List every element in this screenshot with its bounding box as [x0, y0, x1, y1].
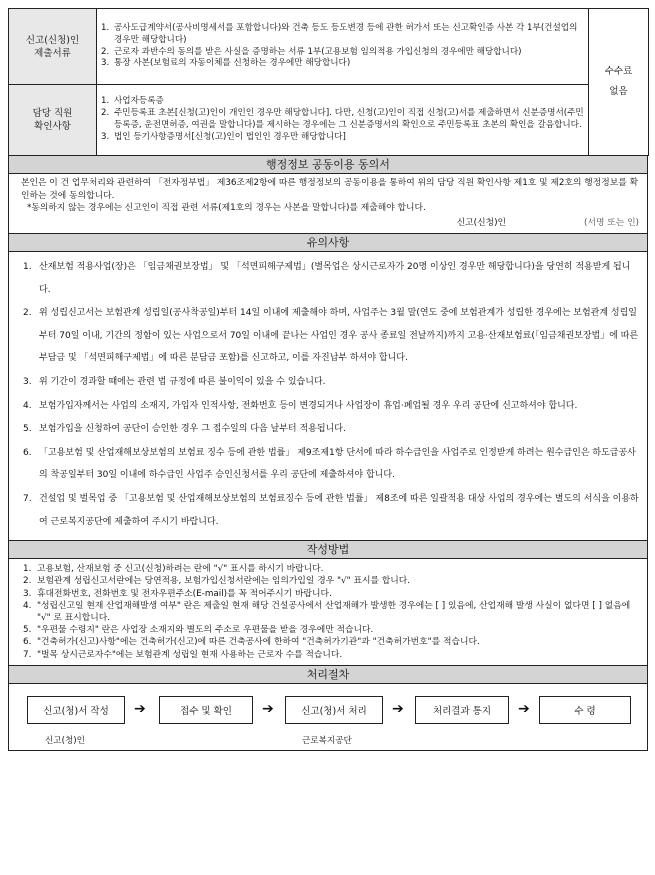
list-item	[23, 600, 639, 624]
signer-label: 신고(신청)인	[456, 217, 507, 228]
item-number: 6.	[23, 637, 32, 648]
item-number: 1.	[23, 262, 32, 272]
method-title: 작성방법	[8, 541, 648, 559]
item-number: 1.	[23, 564, 32, 575]
process-step-2: 접수 및 확인	[159, 696, 253, 724]
agreement-body: 본인은 이 건 업무처리와 관련하여 「전자정부법」 제36조제2항에 따른 행정정보의 공동이용을 통하여 위의 담당 직원 확인사항 제1호 및 제2호의 행정정보를 확인하는 것에 동의합니다.	[21, 178, 639, 201]
list-item	[23, 256, 639, 301]
sign-hint: (서명 또는 인)	[584, 217, 639, 228]
item-number: 4.	[23, 400, 32, 411]
fee-cell	[589, 9, 649, 156]
item-number: 2.	[23, 576, 32, 587]
item-text: 보험가입을 신청하여 공단이 승인한 경우 그 접수일의 다음 날부터 적용됩니다.	[39, 424, 346, 435]
list-item	[101, 132, 584, 144]
list-item	[23, 395, 639, 418]
agreement-note: *동의하지 않는 경우에는 신고인이 직접 관련 서류(제1호의 경우는 사본을 말합니다)를 제출해야 합니다.	[27, 203, 426, 213]
item-number: 1.	[101, 96, 110, 107]
actor-agency: 근로복지공단	[302, 735, 352, 746]
actor-applicant: 신고(청)인	[45, 735, 85, 746]
item-number: 3.	[23, 588, 32, 599]
list-item	[23, 418, 639, 441]
process-step-3: 신고(청)서 처리	[285, 696, 383, 724]
list-item	[23, 563, 639, 575]
arrow-icon: ➔	[262, 700, 274, 717]
list-item	[101, 58, 584, 70]
item-number: 3.	[101, 58, 110, 69]
item-text: 주민등록표 초본[신청(고)인이 개인인 경우만 해당합니다]. 다만, 신청(고)인이 직접 신청(고)서를 제출하면서 신분증명서(주민등록증, 운전면허증, 여권을 말합니다)를 제시하는 경우에는 그 신분증명서의 확인으로 주민등록표 초본의 확인을 갈음합니다.	[114, 108, 584, 130]
arrow-icon: ➔	[134, 700, 146, 717]
list-item	[23, 588, 639, 600]
item-number: 3.	[23, 376, 32, 387]
item-text: "성립신고일 현재 산업재해발생 여부" 란은 제출일 현재 해당 건설공사에서 산업재해가 발생한 경우에는 [ ] 있음에, 산업재해 발생 사실이 없다면 [ ] 없음에 "√" 로 표시합니다.	[37, 600, 631, 623]
staff-check-label-text: 담당 직원 확인사항	[32, 108, 73, 132]
agreement-section	[8, 174, 648, 234]
fee-label: 수수료	[604, 66, 633, 77]
notices-title: 유의사항	[8, 234, 648, 252]
list-item	[23, 575, 639, 587]
list-item	[101, 23, 584, 47]
item-number: 7.	[23, 649, 32, 660]
notices-section	[8, 252, 648, 541]
submit-docs-label-text: 신고(신청)인 제출서류	[25, 34, 80, 59]
list-item	[23, 488, 639, 533]
item-text: 건설업 및 벌목업 중 「고용보험 및 산업재해보상보험의 보험료징수 등에 관한 법률」 제8조에 따른 일괄적용 대상 사업의 경우에는 별도의 서식을 이용하여 근로복지공단에 제출하여 주시기 바랍니다.	[39, 493, 639, 527]
list-item	[23, 371, 639, 394]
item-text: "우편물 수령지" 란은 사업장 소재지와 별도의 주소로 우편물을 받을 경우에만 적습니다.	[37, 625, 374, 636]
item-number: 6.	[23, 447, 32, 458]
process-step-5: 수 령	[539, 696, 631, 724]
item-number: 3.	[101, 131, 110, 142]
item-text: 「고용보험 및 산업재해보상보험의 보험료 징수 등에 관한 법률」 제9조제1항 단서에 따라 하수급인을 사업주로 인정받게 하려는 원수급인은 하도급공사의 착공일부터 30일 이내에 하수급인 사업주 승인신청서를 우리 공단에 제출하셔야 합니다.	[39, 447, 636, 481]
required-documents-table	[8, 8, 649, 156]
submit-docs-label	[9, 9, 97, 85]
item-text: 산재보험 적용사업(장)은 「임금채권보장법」 및 「석면피해구제법」(별목업은 상시근로자가 20명 이상인 경우만 해당합니다)을 당연히 적용받게 됩니다.	[39, 262, 631, 295]
item-text: 보험관계 성립신고서란에는 당연적용, 보험가입신청서란에는 임의가입일 경우 "√" 표시를 합니다.	[37, 576, 411, 587]
item-number: 5.	[23, 625, 32, 636]
item-number: 1.	[101, 22, 110, 33]
item-text: 보험가입자께서는 사업의 소재지, 가입자 인적사항, 전화번호 등이 변경되거나 사업장이 휴업·폐업될 경우 우리 공단에 신고하셔야 합니다.	[39, 400, 578, 411]
list-item	[23, 302, 639, 370]
item-number: 5.	[23, 424, 32, 435]
item-text: 공사도급계약서(공사비명세서를 포함합니다)와 건축 등도 등도변경 등에 관한 허가서 또는 신고확인증 사본 각 1부(건설업의 경우만 해당합니다)	[114, 22, 578, 45]
item-number: 4.	[23, 600, 32, 611]
process-flow	[8, 684, 648, 751]
submit-docs-list	[97, 9, 589, 85]
item-text: 사업자등록증	[114, 96, 164, 107]
item-number: 2.	[101, 46, 110, 57]
list-item	[23, 636, 639, 648]
list-item	[101, 96, 584, 108]
process-title: 처리절차	[8, 666, 648, 684]
item-text: 위 기간이 경과할 때에는 관련 법 규정에 따른 불이익이 있을 수 있습니다.	[39, 376, 326, 387]
list-item	[101, 108, 584, 132]
agreement-title: 행정정보 공동이용 동의서	[8, 156, 648, 174]
item-text: "벌목 상시근로자수"에는 보험관계 성립일 현재 사용하는 근로자 수를 적습니다.	[37, 649, 343, 660]
item-text: 휴대전화번호, 전화번호 및 전자우편주소(E-mail)를 꼭 적어주시기 바랍니다.	[37, 588, 332, 599]
item-number: 2.	[101, 108, 110, 119]
list-item	[23, 442, 639, 487]
item-text: 고용보험, 산재보험 중 신고(신청)하려는 란에 "√" 표시를 하시기 바랍니다.	[37, 564, 324, 575]
list-item	[23, 624, 639, 636]
staff-check-label	[9, 85, 97, 156]
item-text: 법인 등기사항증명서[신청(고)인이 법인인 경우만 해당합니다]	[114, 131, 346, 142]
list-item	[101, 47, 584, 59]
item-text: "건축허가(신고)사항"에는 건축허가(신고)에 따른 건축공사에 한하여 "건축허가기관"과 "건축허가번호"를 적습니다.	[37, 637, 480, 648]
process-step-1: 신고(청)서 작성	[27, 696, 125, 724]
item-text: 근로자 과반수의 동의를 받은 사실을 증명하는 서류 1부(고용보험 임의적용 가입신청의 경우에만 해당합니다)	[114, 46, 522, 57]
item-number: 7.	[23, 493, 32, 504]
list-item	[23, 649, 639, 661]
item-text: 통장 사본(보험료의 자동이체를 신청하는 경우에만 해당합니다)	[114, 58, 351, 69]
form-page	[8, 8, 648, 751]
arrow-icon: ➔	[518, 700, 530, 717]
method-section	[8, 559, 648, 666]
arrow-icon: ➔	[392, 700, 404, 717]
fee-value: 없음	[609, 86, 628, 97]
signature-line	[21, 217, 639, 230]
item-number: 2.	[23, 308, 32, 319]
item-text: 위 성립신고서는 보험관계 성립일(공사착공일)부터 14일 이내에 제출해야 하며, 사업주는 3월 말(연도 중에 보험관계가 성립한 경우에는 보험관계 성립일부터 70일 이내, 기간의 정함이 있는 사업으로서 70일 이내에 끝나는 사업인 경우 공사 종료일 전날까지)까지 고용·산재보험료(「임금채권보장법」에 따른 부담금 및 「석면피해구제법」에 따른 분담금 포함)를 신고하고, 이를 자진납부 하셔야 합니다.	[39, 308, 639, 364]
staff-check-list	[97, 85, 589, 156]
process-step-4: 처리결과 통지	[415, 696, 509, 724]
